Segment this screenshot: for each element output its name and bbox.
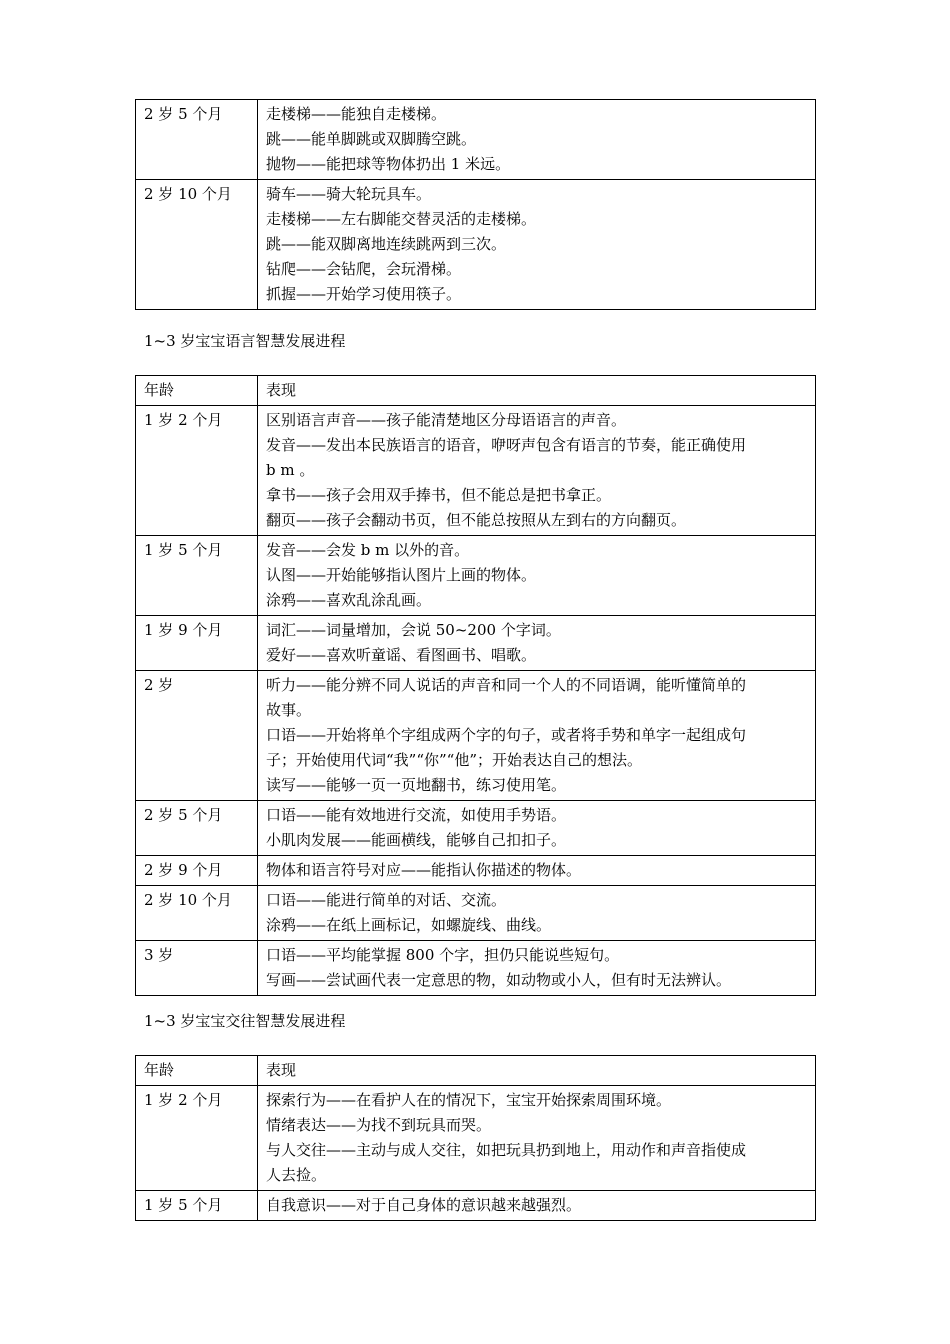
age-cell: 2 岁 5 个月	[136, 801, 258, 856]
description-line: 发音——会发 b m 以外的音。	[266, 541, 470, 559]
age-cell: 2 岁	[136, 671, 258, 801]
description-cell	[258, 801, 816, 856]
description-line: 涂鸦——喜欢乱涂乱画。	[266, 591, 432, 609]
description-cell	[258, 180, 816, 310]
language-development-table	[135, 375, 816, 996]
table-header-row	[136, 1056, 816, 1086]
description-line: 涂鸦——在纸上画标记，如螺旋线、曲线。	[266, 916, 552, 934]
description-line: 词汇——词量增加，会说 50~200 个字词。	[266, 621, 561, 639]
table-row	[136, 406, 816, 536]
motor-development-table-continued	[135, 99, 816, 310]
description-line: 自我意识——对于自己身体的意识越来越强烈。	[266, 1196, 582, 1214]
age-cell: 3 岁	[136, 941, 258, 996]
description-line: 区别语言声音——孩子能清楚地区分母语语言的声音。	[266, 411, 627, 429]
description-line: 写画——尝试画代表一定意思的物，如动物或小人，但有时无法辨认。	[266, 971, 732, 989]
description-line: 人去捡。	[266, 1166, 327, 1184]
description-line: 口语——能进行简单的对话、交流。	[266, 891, 507, 909]
age-cell: 1 岁 5 个月	[136, 536, 258, 616]
description-line: 发音——发出本民族语言的语音，咿呀声包含有语言的节奏，能正确使用	[266, 436, 747, 454]
table-row	[136, 1191, 816, 1221]
description-line: 走楼梯——能独自走楼梯。	[266, 105, 447, 123]
age-cell: 2 岁 9 个月	[136, 856, 258, 886]
description-cell	[258, 616, 816, 671]
description-cell	[258, 671, 816, 801]
age-cell: 1 岁 5 个月	[136, 1191, 258, 1221]
table-row	[136, 616, 816, 671]
age-cell: 1 岁 2 个月	[136, 406, 258, 536]
description-cell	[258, 1191, 816, 1221]
description-cell	[258, 406, 816, 536]
table-row	[136, 886, 816, 941]
table-row	[136, 100, 816, 180]
description-cell	[258, 941, 816, 996]
description-line: 读写——能够一页一页地翻书，练习使用笔。	[266, 776, 567, 794]
description-line: 物体和语言符号对应——能指认你描述的物体。	[266, 861, 582, 879]
description-line: 小肌肉发展——能画横线，能够自己扣扣子。	[266, 831, 567, 849]
description-line: 钻爬——会钻爬，会玩滑梯。	[266, 260, 462, 278]
description-line: 拿书——孩子会用双手捧书，但不能总是把书拿正。	[266, 486, 612, 504]
description-line: 情绪表达——为找不到玩具而哭。	[266, 1116, 492, 1134]
table-row	[136, 671, 816, 801]
section-title-language: 1~3 岁宝宝语言智慧发展进程	[144, 332, 346, 350]
section-title-social: 1~3 岁宝宝交往智慧发展进程	[144, 1012, 346, 1030]
header-age: 年龄	[136, 376, 258, 406]
description-line: 跳——能双脚离地连续跳两到三次。	[266, 235, 507, 253]
age-cell: 2 岁 5 个月	[136, 100, 258, 180]
description-line: 探索行为——在看护人在的情况下，宝宝开始探索周围环境。	[266, 1091, 672, 1109]
description-line: 爱好——喜欢听童谣、看图画书、唱歌。	[266, 646, 537, 664]
description-line: 与人交往——主动与成人交往，如把玩具扔到地上，用动作和声音指使成	[266, 1141, 747, 1159]
header-desc: 表现	[258, 1056, 816, 1086]
description-cell	[258, 100, 816, 180]
description-cell	[258, 886, 816, 941]
description-line: 口语——开始将单个字组成两个字的句子，或者将手势和单字一起组成句	[266, 726, 747, 744]
description-cell	[258, 536, 816, 616]
description-line: 故事。	[266, 701, 312, 719]
social-development-table	[135, 1055, 816, 1221]
table-row	[136, 180, 816, 310]
description-line: 抓握——开始学习使用筷子。	[266, 285, 462, 303]
description-cell	[258, 856, 816, 886]
description-line: 子；开始使用代词“我”“你”“他”；开始表达自己的想法。	[266, 751, 643, 769]
table-row	[136, 941, 816, 996]
description-line: 口语——能有效地进行交流，如使用手势语。	[266, 806, 567, 824]
description-line: 抛物——能把球等物体扔出 1 米远。	[266, 155, 511, 173]
description-line: 跳——能单脚跳或双脚腾空跳。	[266, 130, 477, 148]
table-row	[136, 801, 816, 856]
description-line: 认图——开始能够指认图片上画的物体。	[266, 566, 537, 584]
description-line: 听力——能分辨不同人说话的声音和同一个人的不同语调，能听懂简单的	[266, 676, 747, 694]
description-line: 骑车——骑大轮玩具车。	[266, 185, 432, 203]
description-line: 翻页——孩子会翻动书页，但不能总按照从左到右的方向翻页。	[266, 511, 687, 529]
age-cell: 1 岁 9 个月	[136, 616, 258, 671]
description-line: b m 。	[266, 461, 315, 479]
description-line: 走楼梯——左右脚能交替灵活的走楼梯。	[266, 210, 537, 228]
description-cell	[258, 1086, 816, 1191]
table-header-row	[136, 376, 816, 406]
table-row	[136, 536, 816, 616]
description-line: 口语——平均能掌握 800 个字，担仍只能说些短句。	[266, 946, 620, 964]
table-row	[136, 1086, 816, 1191]
header-desc: 表现	[258, 376, 816, 406]
age-cell: 2 岁 10 个月	[136, 886, 258, 941]
table-row	[136, 856, 816, 886]
age-cell: 1 岁 2 个月	[136, 1086, 258, 1191]
header-age: 年龄	[136, 1056, 258, 1086]
age-cell: 2 岁 10 个月	[136, 180, 258, 310]
